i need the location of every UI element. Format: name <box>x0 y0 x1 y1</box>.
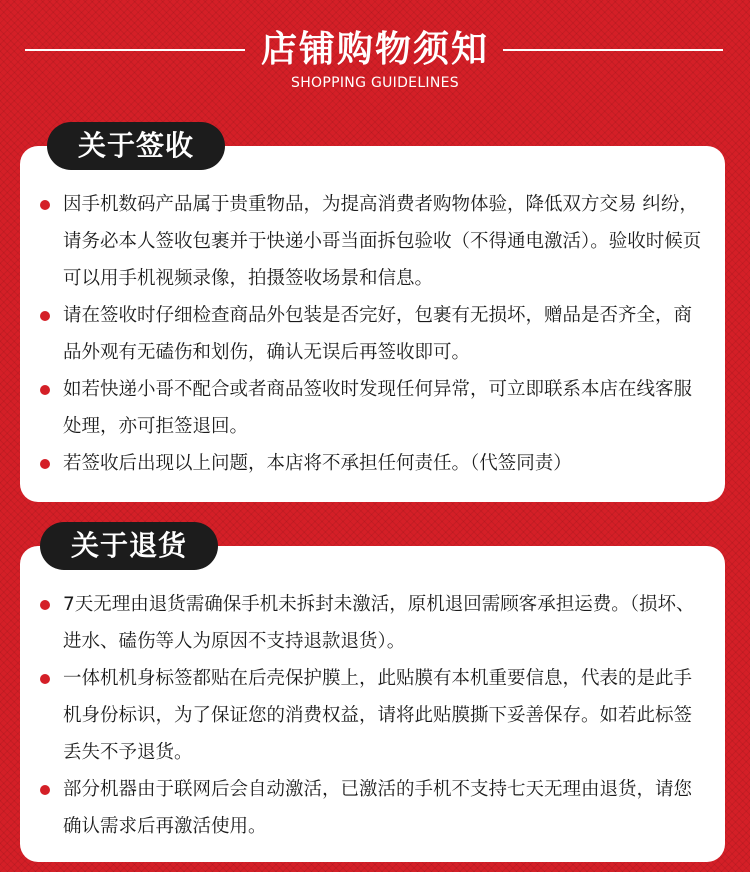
list-item-text: 部分机器由于联网后会自动激活，已激活的手机不支持七天无理由退货，请您确认需求后再激活使用。 <box>63 779 693 837</box>
page-subtitle: SHOPPING GUIDELINES <box>291 75 459 91</box>
list-item <box>40 297 706 371</box>
header-divider-right <box>503 49 723 51</box>
list-item-text: 若签收后出现以上问题，本店将不承担任何责任。（代签同责） <box>63 453 572 474</box>
bullet-dot-icon <box>40 385 50 395</box>
signing-section-title: 关于签收 <box>47 122 225 170</box>
bullet-dot-icon <box>40 311 50 321</box>
page-title: 店铺购物须知 <box>260 29 489 70</box>
bullet-dot-icon <box>40 200 50 210</box>
list-item <box>40 586 706 660</box>
list-item-text: 7天无理由退货需确保手机未拆封未激活，原机退回需顾客承担运费。（损坏、进水、磕伤等人为原因不支持退款退货）。 <box>63 594 695 652</box>
list-item <box>40 771 706 845</box>
bullet-dot-icon <box>40 600 50 610</box>
list-item <box>40 660 706 771</box>
returns-rules-list <box>40 586 706 845</box>
bullet-dot-icon <box>40 785 50 795</box>
bullet-dot-icon <box>40 459 50 469</box>
header-divider-left <box>25 49 245 51</box>
list-item <box>40 445 706 482</box>
list-item <box>40 186 706 297</box>
signing-rules-list <box>40 186 706 482</box>
list-item-text: 如若快递小哥不配合或者商品签收时发现任何异常，可立即联系本店在线客服处理，亦可拒签退回。 <box>63 379 693 437</box>
returns-section-title: 关于退货 <box>40 522 218 570</box>
list-item-text: 因手机数码产品属于贵重物品，为提高消费者购物体验，降低双方交易 纠纷，请务必本人签收包裹并于快递小哥当面拆包验收（不得通电激活）。验收时候页可以用手机视频录像，拍摄签收场景和信息。 <box>63 194 702 289</box>
bullet-dot-icon <box>40 674 50 684</box>
list-item <box>40 371 706 445</box>
list-item-text: 请在签收时仔细检查商品外包装是否完好，包裹有无损坏，赠品是否齐全，商品外观有无磕伤和划伤，确认无误后再签收即可。 <box>63 305 693 363</box>
list-item-text: 一体机机身标签都贴在后壳保护膜上，此贴膜有本机重要信息，代表的是此手机身份标识，为了保证您的消费权益，请将此贴膜撕下妥善保存。如若此标签丢失不予退货。 <box>63 668 693 763</box>
page-header <box>0 0 750 110</box>
